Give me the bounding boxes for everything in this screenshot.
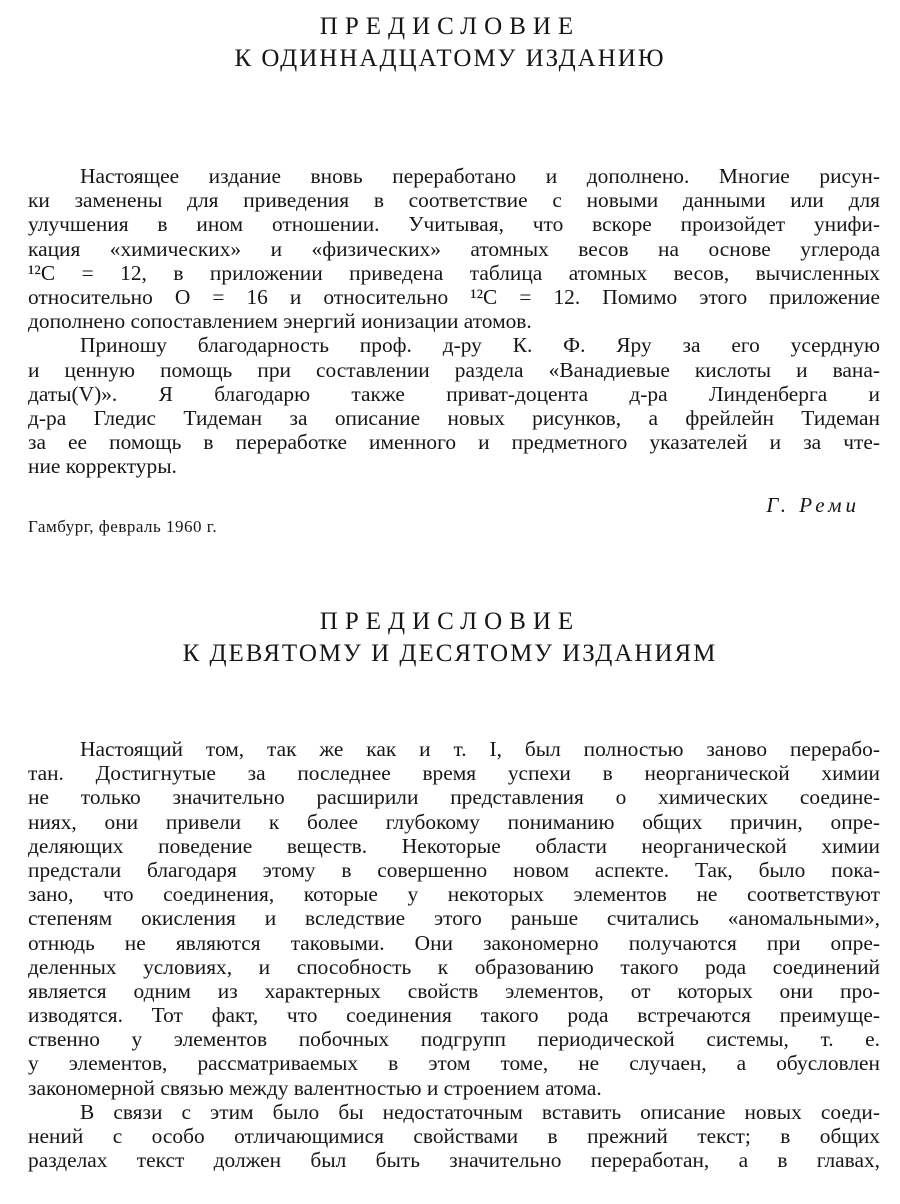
- heading-subtitle: К ОДИННАДЦАТОМУ ИЗДАНИЮ: [234, 45, 666, 72]
- text-line: разделах текст должен был быть значительно переработан, а в главах,: [28, 1148, 880, 1173]
- text-line: закономерной связью между валентностью и строением атома.: [28, 1075, 602, 1100]
- preface-ninth-tenth-body: [28, 737, 880, 1172]
- text-line: Настоящий том, так же как и т. I, был полностью заново перерабо-: [80, 737, 880, 761]
- text-line: предстали благодаря этому в совершенно новом аспекте. Так, было пока-: [28, 857, 880, 882]
- text-line: степеням окисления и вследствие этого раньше считались «аномальными»,: [28, 906, 880, 931]
- text-line: нений с особо отличающимися свойствами в прежний текст; в общих: [28, 1124, 880, 1148]
- text-line: изводятся. Тот факт, что соединения такого рода встречаются преимуще-: [28, 1003, 880, 1028]
- text-line: относительно O = 16 и относительно ¹²C = 12. Помимо этого приложение: [28, 284, 880, 309]
- text-line: даты(V)». Я благодарю также приват-доцента д-ра Линденберга и: [28, 381, 880, 406]
- text-line: д-ра Гледис Тидеман за описание новых рисунков, а фрейлейн Тидеман: [28, 405, 880, 430]
- heading-subtitle: К ДЕВЯТОМУ И ДЕСЯТОМУ ИЗДАНИЯМ: [182, 640, 718, 667]
- section-heading-ninth-tenth-editions: [0, 609, 900, 666]
- text-line: и ценную помощь при составлении раздела «Ванадиевые кислоты и вана-: [28, 357, 880, 382]
- text-line: ки заменены для приведения в соответствие с новыми данными или для: [28, 188, 880, 213]
- text-line: кация «химических» и «физических» атомных весов на основе углерода: [28, 236, 880, 261]
- heading-title: ПРЕДИСЛОВИЕ: [319, 608, 581, 635]
- author-signature: Г. Реми: [766, 493, 860, 517]
- text-line: деляющих поведение веществ. Некоторые области неорганической химии: [28, 833, 880, 858]
- text-line: ¹²C = 12, в приложении приведена таблица атомных весов, вычисленных: [28, 260, 880, 285]
- text-line: не только значительно расширили представления о химических соедине-: [28, 785, 880, 810]
- text-line: ниях, они привели к более глубокому пониманию общих причин, опре-: [28, 809, 880, 834]
- text-line: ние корректуры.: [28, 454, 177, 479]
- text-line: ственно у элементов побочных подгрупп периодической системы, т. е.: [28, 1027, 880, 1052]
- text-line: за ее помощь в переработке именного и предметного указателей и за чте-: [28, 430, 880, 455]
- text-line: дополнено сопоставлением энергий ионизации атомов.: [28, 309, 532, 334]
- text-line: Настоящее издание вновь переработано и дополнено. Многие рисун-: [80, 164, 880, 188]
- text-line: зано, что соединения, которые у некоторых элементов не соответствуют: [28, 882, 880, 907]
- text-line: Приношу благодарность проф. д-ру К. Ф. Яру за его усердную: [80, 333, 880, 358]
- section-heading-eleventh-edition: [0, 14, 900, 71]
- place-date-line: Гамбург, февраль 1960 г.: [28, 517, 218, 536]
- preface-eleventh-body: [28, 164, 880, 478]
- text-line: является одним из характерных свойств элементов, от которых они про-: [28, 978, 880, 1003]
- text-line: у элементов, рассматриваемых в этом томе, не случаен, а обусловлен: [28, 1051, 880, 1076]
- text-line: отнюдь не являются таковыми. Они закономерно получаются при опре-: [28, 930, 880, 955]
- text-line: деленных условиях, и способность к образованию такого рода соединений: [28, 954, 880, 979]
- text-line: В связи с этим было бы недостаточным вставить описание новых соеди-: [80, 1099, 880, 1124]
- text-line: тан. Достигнутые за последнее время успехи в неорганической химии: [28, 761, 880, 786]
- text-line: улучшения в ином отношении. Учитывая, что вскоре произойдет унифи-: [28, 212, 880, 237]
- heading-title: ПРЕДИСЛОВИЕ: [319, 13, 581, 40]
